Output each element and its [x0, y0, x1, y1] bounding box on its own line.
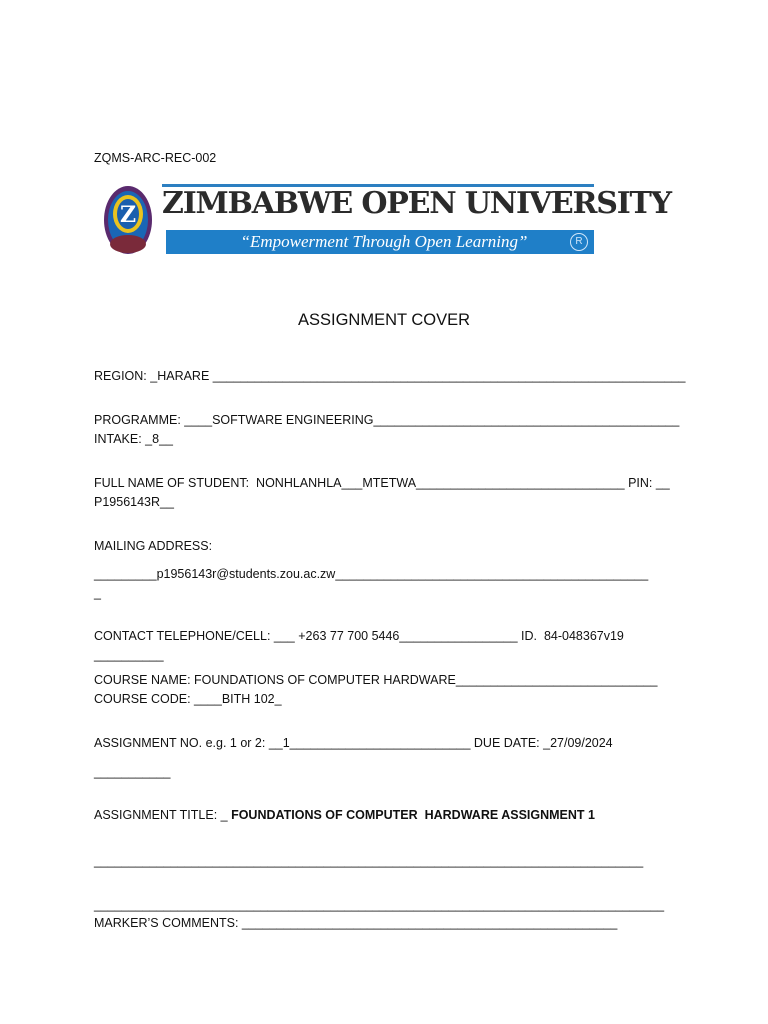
university-logo [100, 182, 671, 260]
programme-line: PROGRAMME: ____SOFTWARE ENGINEERING____________________________________________ [94, 413, 680, 427]
contact-cont: __________ [94, 648, 164, 662]
intake-line: INTAKE: _8__ [94, 432, 173, 446]
blank-line-1: _______________________________________________________________________________ [94, 854, 644, 868]
assignment-title-line [94, 807, 595, 823]
zou-emblem-icon [102, 184, 154, 256]
course-code-line: COURSE CODE: ____BITH 102_ [94, 692, 282, 706]
assignment-number-line: ASSIGNMENT NO. e.g. 1 or 2: __1__________________________ DUE DATE: _27/09/2024 [94, 736, 613, 750]
marker-comments-line: MARKER’S COMMENTS: ______________________________________________________ [94, 916, 618, 930]
tagline-bar [166, 230, 594, 254]
university-tagline: “Empowerment Through Open Learning” [240, 232, 528, 251]
emblem-letter: Z [119, 202, 137, 228]
university-name: ZIMBABWE OPEN UNIVERSITY [162, 186, 671, 221]
registered-mark-icon: R [570, 233, 588, 251]
page-title: ASSIGNMENT COVER [297, 311, 471, 329]
assignment-title-label: ASSIGNMENT TITLE: _ [94, 808, 232, 822]
course-name-line: COURSE NAME: FOUNDATIONS OF COMPUTER HARDWARE_____________________________ [94, 673, 658, 687]
contact-line: CONTACT TELEPHONE/CELL: ___ +263 77 700 5446_________________ ID. 84-048367v19 [94, 629, 624, 643]
blank-line-2: __________________________________________________________________________________ [94, 898, 665, 912]
mailing-address-value: _________p1956143r@students.zou.ac.zw_____________________________________________ [94, 567, 649, 581]
full-name-line: FULL NAME OF STUDENT: NONHLANHLA___MTETWA______________________________ PIN: __ [94, 476, 670, 490]
assignment-title-value: FOUNDATIONS OF COMPUTER HARDWARE ASSIGNMENT 1 [231, 808, 595, 822]
document-code: ZQMS-ARC-REC-002 [94, 151, 217, 165]
mailing-address-cont: _ [94, 586, 101, 600]
region-line: REGION: _HARARE ____________________________________________________________________ [94, 369, 686, 383]
mailing-address-label: MAILING ADDRESS: [94, 539, 213, 553]
assignment-number-cont: ___________ [94, 765, 171, 779]
pin-line: P1956143R__ [94, 495, 174, 509]
